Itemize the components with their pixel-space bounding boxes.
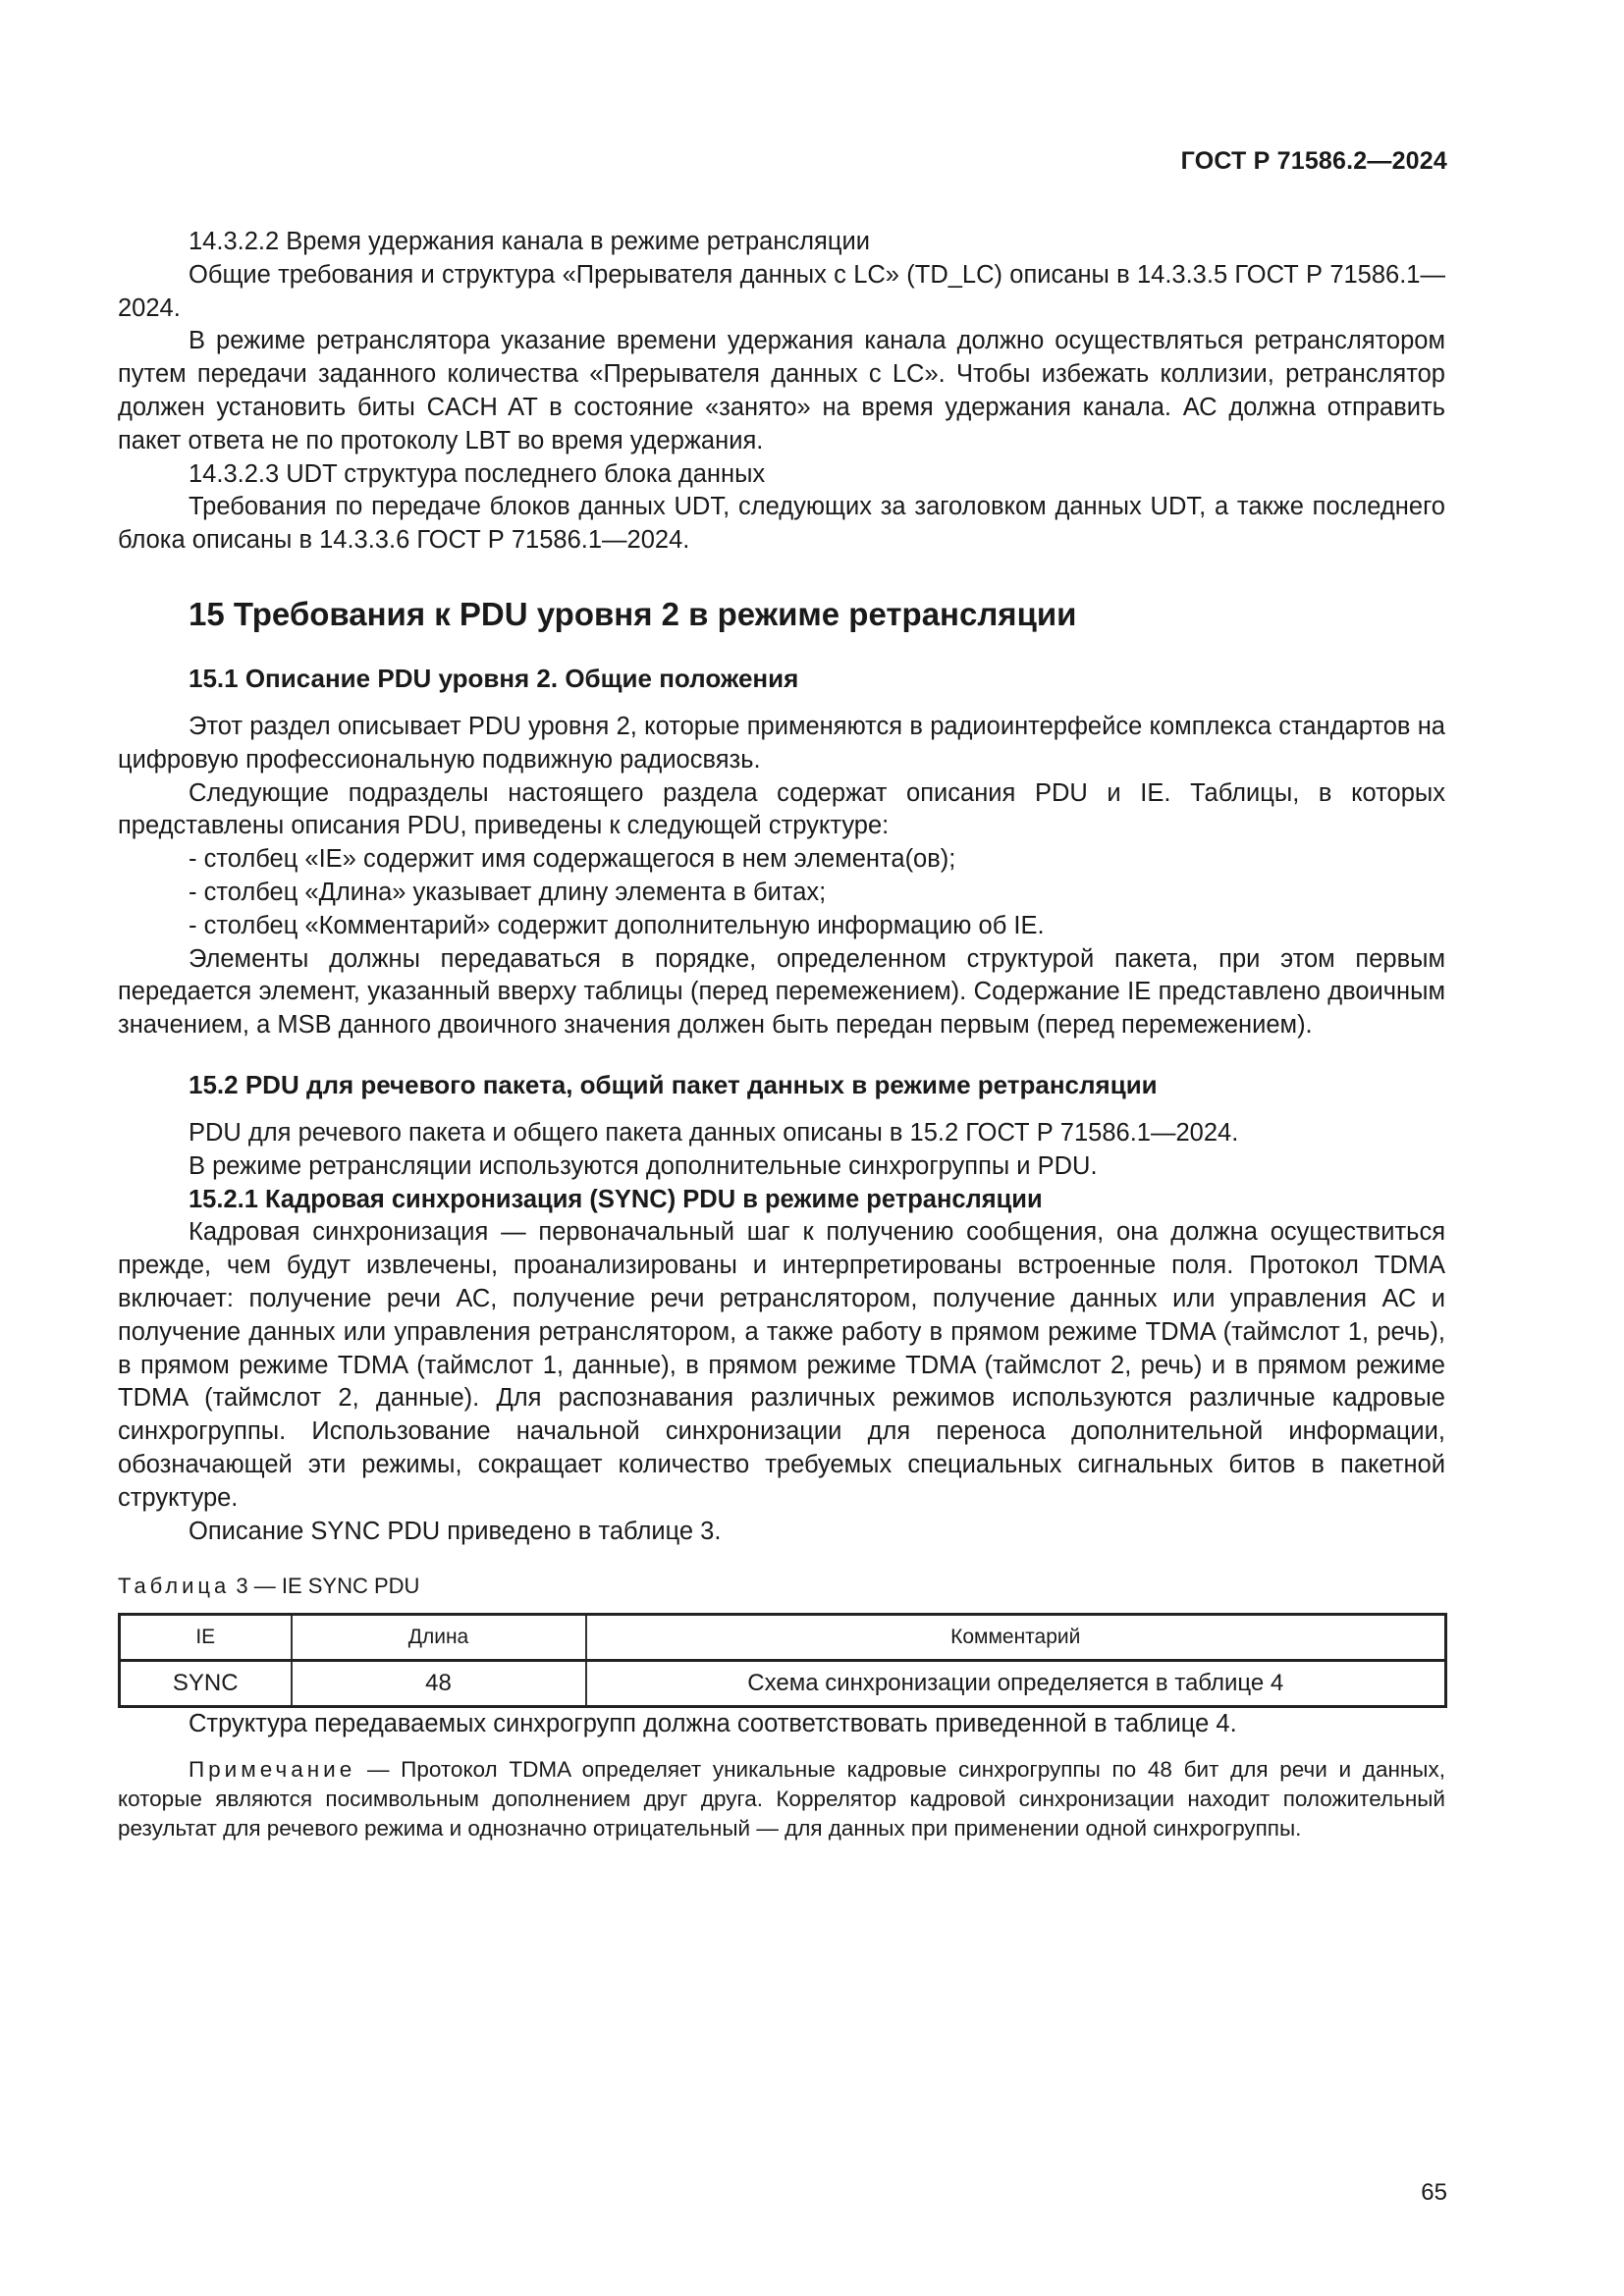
table-caption-label: Таблица [118,1574,231,1599]
paragraph: 14.3.2.2 Время удержания канала в режиме ретрансляции [189,228,870,255]
page-number: 65 [1421,2179,1447,2206]
subsubsection-heading: 15.2.1 Кадровая синхронизация (SYNC) PDU в режиме ретрансляции [189,1185,1043,1213]
paragraph: В режиме ретрансляции используются дополнительные синхрогруппы и PDU. [189,1151,1098,1180]
subsection-heading: 15.1 Описание PDU уровня 2. Общие положения [189,663,799,693]
table-cell: SYNC [120,1661,292,1707]
paragraph: В режиме ретранслятора указание времени удержания канала должно осуществляться ретранслятором путем передачи заданного количества «Прерывателя данных с LC». Чтобы избежать коллизии, ретранслятор должен установить биты CACH AT в состояние «занято» на время удержания канала. АС должна отправить пакет ответа не по протоколу LBT во время удержания. [118,327,1445,454]
list-item: - столбец «Комментарий» содержит дополнительную информацию об IE. [189,911,1045,939]
paragraph: Этот раздел описывает PDU уровня 2, которые применяются в радиоинтерфейсе комплекса стандартов на цифровую профессиональную подвижную радиосвязь. [118,712,1445,774]
paragraph: PDU для речевого пакета и общего пакета данных описаны в 15.2 ГОСТ Р 71586.1—2024. [189,1118,1239,1147]
table-caption [118,1574,1445,1599]
paragraph: Структура передаваемых синхрогрупп должна соответствовать приведенной в таблице 4. [189,1710,1237,1738]
standard-header: ГОСТ Р 71586.2—2024 [1180,147,1447,175]
table-header-row [120,1615,1446,1661]
paragraph: 14.3.2.3 UDT структура последнего блока данных [189,459,766,488]
ie-sync-table [118,1613,1447,1708]
subsection-heading: 15.2 PDU для речевого пакета, общий пакет данных в режиме ретрансляции [189,1069,1158,1099]
section-heading: 15 Требования к PDU уровня 2 в режиме ретрансляции [189,595,1077,632]
table-caption-text: 3 — IE SYNC PDU [236,1574,420,1599]
paragraph: Общие требования и структура «Прерывателя данных с LC» (TD_LC) описаны в 14.3.3.5 ГОСТ Р 71586.1—2024. [118,260,1445,322]
list-item: - столбец «IE» содержит имя содержащегося в нем элемента(ов); [189,845,956,874]
note [118,1755,1445,1843]
table-cell: Схема синхронизации определяется в таблице 4 [586,1661,1446,1707]
paragraph: Требования по передаче блоков данных UDT, следующих за заголовком данных UDT, а также последнего блока описаны в 14.3.3.6 ГОСТ Р 71586.1—2024. [118,493,1445,555]
list-item: - столбец «Длина» указывает длину элемента в битах; [189,878,827,906]
column-header-ie: IE [120,1615,292,1661]
paragraph: Описание SYNC PDU приведено в таблице 3. [189,1517,722,1545]
note-label: Примечание [189,1757,356,1783]
paragraph: Следующие подразделы настоящего раздела содержат описания PDU и IE. Таблицы, в которых представлены описания PDU, приведены к следующей структуре: [118,778,1445,840]
paragraph: Элементы должны передаваться в порядке, определенном структурой пакета, при этом первым передается элемент, указанный вверху таблицы (перед перемежением). Содержание IE представлено двоичным значением, а MSB данного двоичного значения должен быть передан первым (перед перемежением). [118,944,1445,1040]
table-row [120,1661,1446,1707]
page-content [118,226,1445,1843]
column-header-comment: Комментарий [586,1615,1446,1661]
paragraph: Кадровая синхронизация — первоначальный шаг к получению сообщения, она должна осуществиться прежде, чем будут извлечены, проанализированы и интерпретированы встроенные поля. Протокол TDMA включает: получение речи АС, получение речи ретранслятором, получение данных или управления АС и получение данных или управления ретранслятором, а также работу в прямом режиме TDMA (таймслот 1, речь), в прямом режиме TDMA (таймслот 1, данные), в прямом режиме TDMA (таймслот 2, речь) и в прямом режиме TDMA (таймслот 2, данные). Для распознавания различных режимов используются различные кадровые синхрогруппы. Использование начальной синхронизации для переноса дополнительной информации, обозначающей эти режимы, сокращает количество требуемых специальных сигнальных битов в пакетной структуре. [118,1218,1445,1512]
column-header-length: Длина [292,1615,586,1661]
table-cell: 48 [292,1661,586,1707]
note-text: — Протокол TDMA определяет уникальные кадровые синхрогруппы по 48 бит для речи и данных, которые являются посимвольным дополнением друг друга. Коррелятор кадровой синхронизации находит положительный результат для речевого режима и однозначно отрицательный — для данных при применении одной синхрогруппы. [118,1757,1445,1842]
